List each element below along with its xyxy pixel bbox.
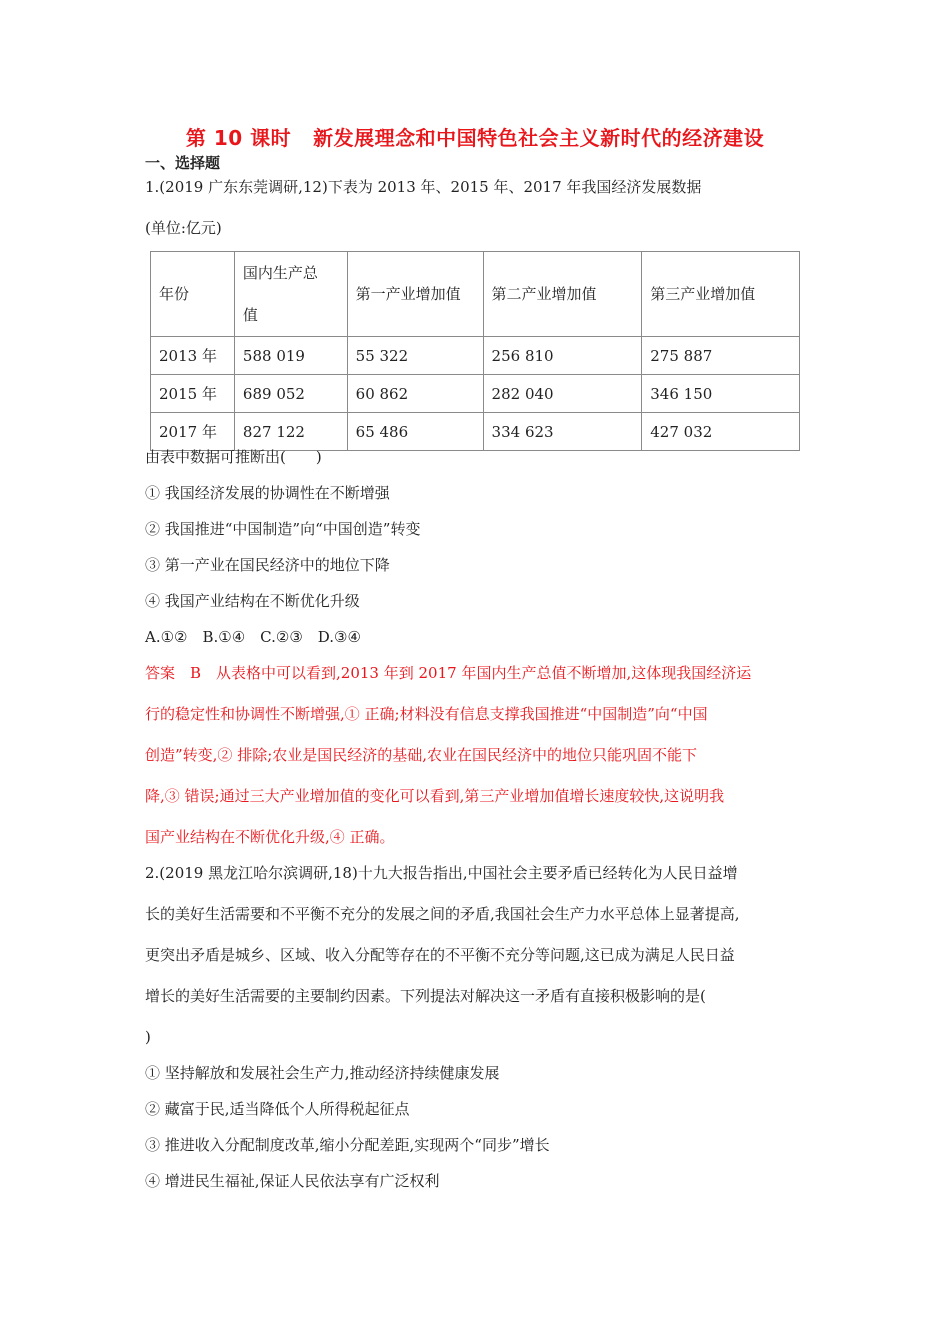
q1-unit: (单位:亿元) — [145, 219, 222, 237]
header-cell-gdp — [234, 252, 347, 337]
q1-option-1: ① 我国经济发展的协调性在不断增强 — [145, 484, 390, 502]
header-cell: 年份 — [151, 252, 235, 337]
section-heading: 一、选择题 — [145, 154, 221, 172]
table-cell: 588 019 — [234, 337, 347, 375]
economic-data-table — [150, 251, 800, 451]
table-row — [151, 413, 800, 451]
table-cell: 60 862 — [347, 375, 483, 413]
table-cell: 65 486 — [347, 413, 483, 451]
header-gdp-part1: 国内生产总 — [242, 264, 318, 282]
q2-stem-line: 增长的美好生活需要的主要制约因素。下列提法对解决这一矛盾有直接积极影响的是( — [145, 987, 706, 1005]
header-cell: 第三产业增加值 — [642, 252, 800, 337]
header-cell: 第二产业增加值 — [483, 252, 642, 337]
table-cell: 827 122 — [234, 413, 347, 451]
q2-option-4: ④ 增进民生福祉,保证人民依法享有广泛权利 — [145, 1172, 440, 1190]
table-cell: 2013 年 — [151, 337, 235, 375]
q2-option-3: ③ 推进收入分配制度改革,缩小分配差距,实现两个“同步”增长 — [145, 1136, 550, 1154]
q2-stem-line: 更突出矛盾是城乡、区域、收入分配等存在的不平衡不充分等问题,这已成为满足人民日益 — [145, 946, 735, 964]
table-cell: 2015 年 — [151, 375, 235, 413]
lesson-number: 第 10 课时 — [185, 126, 292, 150]
table-cell: 275 887 — [642, 337, 800, 375]
table-cell: 427 032 — [642, 413, 800, 451]
q1-answer-line: 答案 B 从表格中可以看到,2013 年到 2017 年国内生产总值不断增加,这体现我国经济运 — [145, 664, 752, 682]
table-cell: 334 623 — [483, 413, 642, 451]
q1-answer-line: 行的稳定性和协调性不断增强,① 正确;材料没有信息支撑我国推进“中国制造”向“中国 — [145, 705, 708, 723]
table-cell: 346 150 — [642, 375, 800, 413]
q2-stem-line: 2.(2019 黑龙江哈尔滨调研,18)十九大报告指出,中国社会主要矛盾已经转化为人民日益增 — [145, 864, 738, 882]
q2-option-2: ② 藏富于民,适当降低个人所得税起征点 — [145, 1100, 410, 1118]
table-cell: 689 052 — [234, 375, 347, 413]
q1-answer-line: 创造”转变,② 排除;农业是国民经济的基础,农业在国民经济中的地位只能巩固不能下 — [145, 746, 698, 764]
q2-stem-line: 长的美好生活需要和不平衡不充分的发展之间的矛盾,我国社会生产力水平总体上显著提高, — [145, 905, 740, 923]
table-header-row — [151, 252, 800, 337]
table-cell: 2017 年 — [151, 413, 235, 451]
table-row — [151, 337, 800, 375]
header-cell: 第一产业增加值 — [347, 252, 483, 337]
q1-stem: 1.(2019 广东东莞调研,12)下表为 2013 年、2015 年、2017 年我国经济发展数据 — [145, 178, 702, 196]
q1-option-4: ④ 我国产业结构在不断优化升级 — [145, 592, 360, 610]
q1-choices: A.①② B.①④ C.②③ D.③④ — [145, 628, 361, 646]
q1-option-3: ③ 第一产业在国民经济中的地位下降 — [145, 556, 390, 574]
table-row — [151, 375, 800, 413]
q1-option-2: ② 我国推进“中国制造”向“中国创造”转变 — [145, 520, 421, 538]
q1-answer-line: 降,③ 错误;通过三大产业增加值的变化可以看到,第三产业增加值增长速度较快,这说明我 — [145, 787, 725, 805]
table-cell: 256 810 — [483, 337, 642, 375]
q1-answer-line: 国产业结构在不断优化升级,④ 正确。 — [145, 828, 395, 846]
page-title — [0, 122, 950, 151]
header-gdp-part2: 值 — [242, 306, 258, 324]
q2-option-1: ① 坚持解放和发展社会生产力,推动经济持续健康发展 — [145, 1064, 500, 1082]
q2-stem-line: ) — [145, 1028, 151, 1046]
lesson-topic: 新发展理念和中国特色社会主义新时代的经济建设 — [313, 126, 765, 150]
q1-prompt: 由表中数据可推断出( ) — [145, 448, 322, 466]
table-cell: 282 040 — [483, 375, 642, 413]
table-cell: 55 322 — [347, 337, 483, 375]
